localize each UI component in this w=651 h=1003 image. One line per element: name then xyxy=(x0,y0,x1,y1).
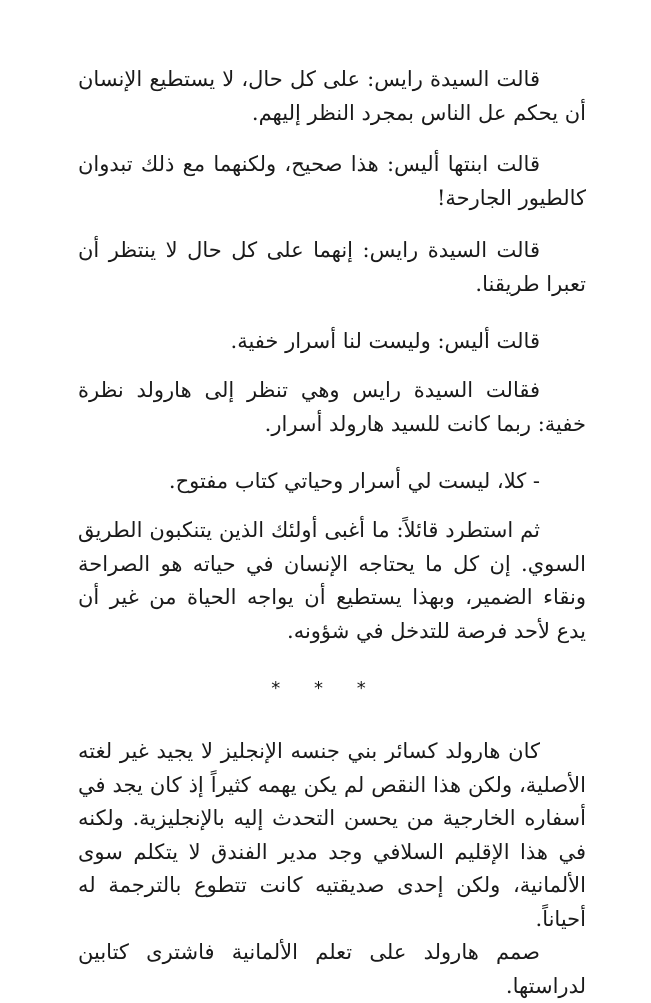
paragraph-8: كان هارولد كسائر بني جنسه الإنجليز لا يجيد غير لغته الأصلية، ولكن هذا النقص لم يكن يهمه كثيراً إذ كان يجد في أسفاره الخارجية من يحسن التحدث إليه بالإنجليزية. ولكنه في هذا الإقليم السلافي وجد مدير الفندق لا يتكلم سوى الألمانية، ولكن إحدى صديقتيه كانت تتطوع بالترجمة له أحياناً. xyxy=(78,739,586,931)
paragraph-2: قالت ابنتها أليس: هذا صحيح، ولكنهما مع ذلك تبدوان كالطيور الجارحة! xyxy=(78,152,586,210)
paragraph-6: - كلا، ليست لي أسرار وحياتي كتاب مفتوح. xyxy=(168,469,540,493)
paragraph-3: قالت السيدة رايس: إنهما على كل حال لا ينتظر أن تعبرا طريقنا. xyxy=(78,238,586,296)
paragraph-1: قالت السيدة رايس: على كل حال، لا يستطيع الإنسان أن يحكم عل الناس بمجرد النظر إليهم. xyxy=(78,67,586,125)
paragraph-4: قالت أليس: وليست لنا أسرار خفية. xyxy=(230,329,540,353)
paragraph-5: فقالت السيدة رايس وهي تنظر إلى هارولد نظرة خفية: ربما كانت للسيد هارولد أسرار. xyxy=(78,378,586,436)
section-separator: * * * xyxy=(271,678,380,699)
paragraph-7: ثم استطرد قائلاً: ما أغبى أولئك الذين يتنكبون الطريق السوي. إن كل ما يحتاجه الإنسان في حياته هو الصراحة ونقاء الضمير، وبهذا يستطيع أن يواجه الحياة من غير أن يدع لأحد فرصة للتدخل في شؤونه. xyxy=(78,518,586,643)
paragraph-9: صمم هارولد على تعلم الألمانية فاشترى كتابين لدراستها. xyxy=(78,940,586,998)
